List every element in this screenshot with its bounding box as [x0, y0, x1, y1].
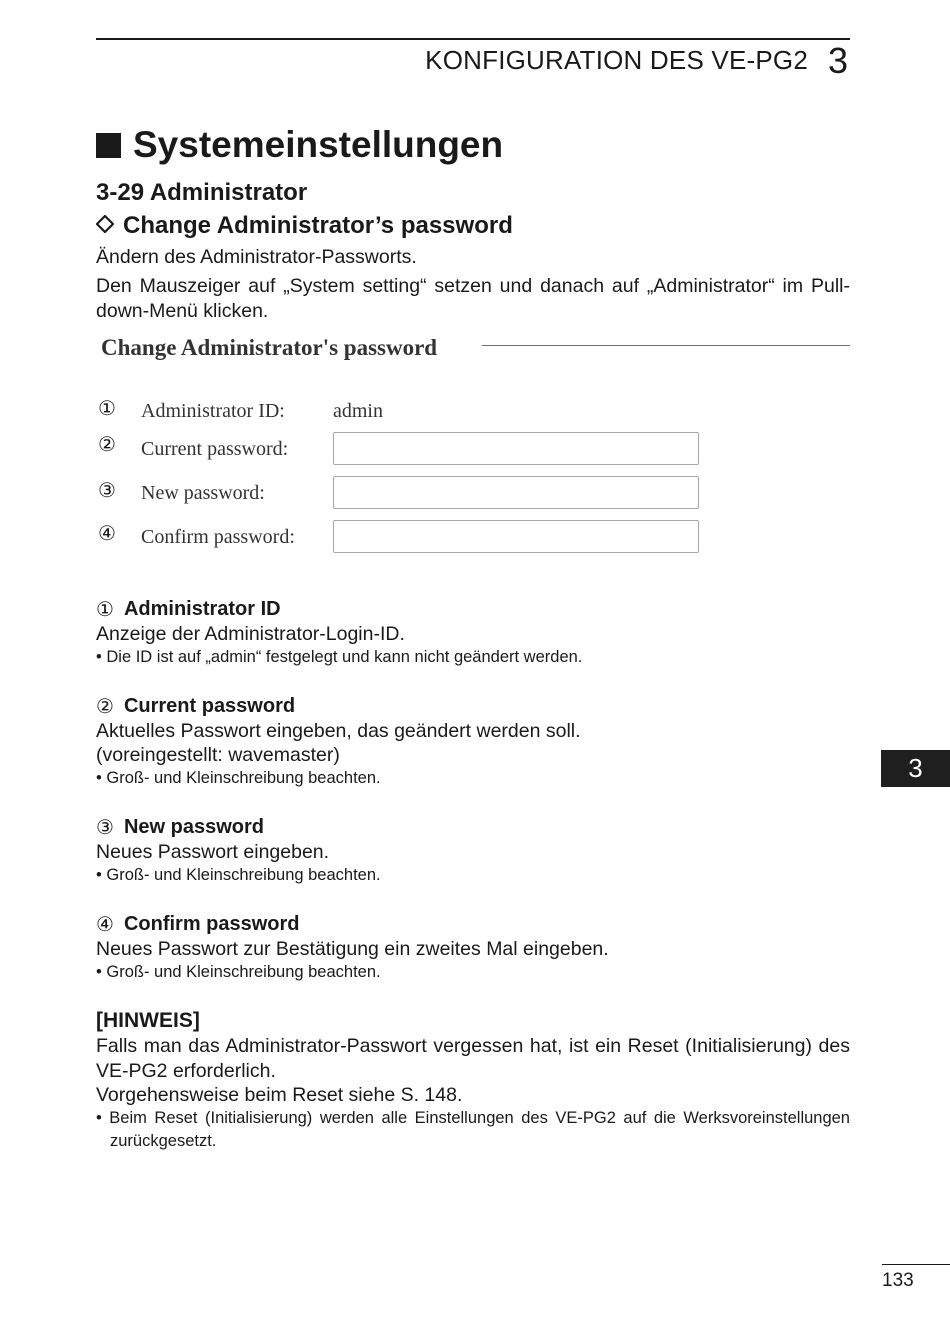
- marker-1: ①: [98, 398, 116, 420]
- marker-2: ②: [98, 434, 116, 456]
- chapter-side-tab: 3: [881, 750, 950, 787]
- subsection-title: 3-29 Administrator: [96, 179, 308, 206]
- chapter-number: 3: [828, 40, 849, 81]
- current-password-label: Current password:: [141, 438, 289, 460]
- item-note: • Groß- und Kleinschreibung beachten.: [96, 963, 381, 981]
- topic-title: [96, 212, 513, 240]
- confirm-password-label: Confirm password:: [141, 526, 295, 548]
- panel-title: Change Administrator's password: [101, 335, 438, 360]
- item-note: • Groß- und Kleinschreibung beachten.: [96, 769, 381, 787]
- section-title-text: Systemeinstellungen: [133, 124, 504, 165]
- footer-rule: [882, 1264, 950, 1265]
- item-administrator-id-heading: [96, 597, 281, 622]
- hinweis-text: Falls man das Administrator-Passwort vergessen hat, ist ein Reset (Initialisierung) des VE-PG2 erforderlich.: [96, 1035, 850, 1082]
- header-rule: [96, 38, 850, 40]
- chapter-title: KONFIGURATION DES VE-PG2: [425, 45, 808, 75]
- new-password-label: New password:: [141, 482, 265, 504]
- item-note: • Groß- und Kleinschreibung beachten.: [96, 866, 381, 884]
- item-text: Neues Passwort eingeben.: [96, 841, 330, 863]
- new-password-input[interactable]: [333, 476, 699, 509]
- confirm-password-input[interactable]: [333, 520, 699, 553]
- item-marker: ②: [96, 696, 114, 718]
- item-current-password-heading: [96, 694, 295, 719]
- administrator-id-value: admin: [333, 400, 383, 422]
- item-marker: ①: [96, 599, 114, 621]
- item-text: Neues Passwort zur Bestätigung ein zweites Mal eingeben.: [96, 938, 609, 960]
- hinweis-note: • Beim Reset (Initialisierung) werden alle Einstellungen des VE-PG2 auf die Werksvoreinstellungen zurückgesetzt.: [96, 1109, 850, 1150]
- diamond-outline-icon: [96, 212, 114, 240]
- current-password-input[interactable]: [333, 432, 699, 465]
- item-marker: ④: [96, 914, 114, 936]
- item-new-password-heading: [96, 815, 264, 840]
- item-text: Anzeige der Administrator-Login-ID.: [96, 623, 405, 645]
- marker-4: ④: [98, 523, 116, 545]
- item-marker: ③: [96, 817, 114, 839]
- square-bullet-icon: [96, 133, 121, 158]
- item-title: New password: [123, 816, 264, 838]
- marker-3: ③: [98, 480, 116, 502]
- hinweis-title: [HINWEIS]: [96, 1009, 200, 1032]
- item-text: Aktuelles Passwort eingeben, das geändert werden soll.: [96, 720, 581, 742]
- panel-title-rule: [482, 345, 850, 346]
- topic-instruction: Den Mauszeiger auf „System setting“ setzen und danach auf „Administrator“ im Pull-down-Menü klicken.: [96, 275, 850, 322]
- item-title: Administrator ID: [123, 598, 281, 620]
- item-note: • Die ID ist auf „admin“ festgelegt und kann nicht geändert werden.: [96, 648, 583, 666]
- section-title: [96, 124, 503, 166]
- administrator-id-label: Administrator ID:: [141, 400, 285, 422]
- hinweis-reference: Vorgehensweise beim Reset siehe S. 148.: [96, 1084, 463, 1106]
- topic-title-text: Change Administrator’s password: [123, 212, 513, 239]
- item-title: Current password: [123, 695, 296, 717]
- item-text: (voreingestellt: wavemaster): [96, 744, 340, 766]
- page-number: 133: [882, 1270, 914, 1291]
- topic-intro: Ändern des Administrator-Passworts.: [96, 246, 417, 268]
- item-title: Confirm password: [123, 913, 300, 935]
- item-confirm-password-heading: [96, 912, 300, 937]
